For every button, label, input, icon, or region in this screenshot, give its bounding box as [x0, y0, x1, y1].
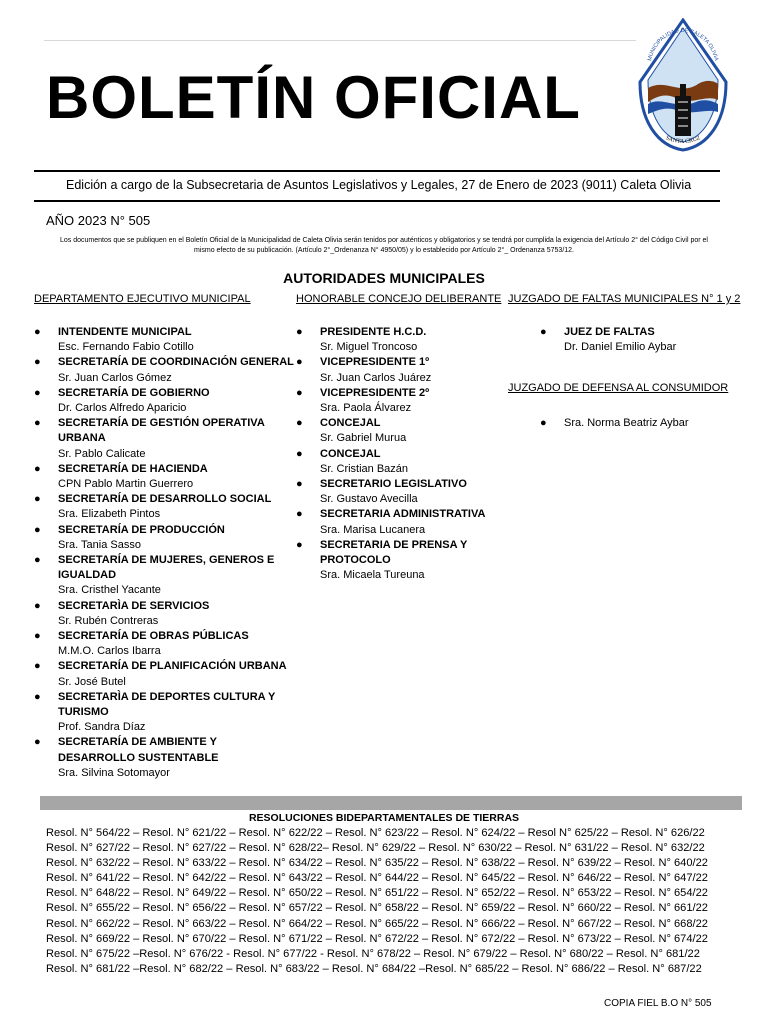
bullet-icon: ●: [34, 523, 41, 536]
authorities-title: AUTORIDADES MUNICIPALES: [283, 270, 485, 286]
role-label: SECRETARÍA DE COORDINACIÓN GENERAL: [58, 356, 294, 369]
seal-bottom-text: SANTA CRUZ: [664, 135, 702, 146]
bullet-icon: ●: [296, 538, 303, 551]
person-name: Sr. Pablo Calicate: [58, 447, 146, 460]
role-label: SECRETARIA DE PRENSA Y PROTOCOLO: [320, 538, 468, 567]
person-name: Sra. Tania Sasso: [58, 538, 141, 551]
bullet-icon: ●: [34, 493, 41, 506]
role-label: JUEZ DE FALTAS: [564, 326, 655, 338]
list-item: [296, 386, 506, 416]
person-name: Dr. Carlos Alfredo Aparicio: [58, 402, 187, 415]
bullet-icon: ●: [34, 690, 41, 703]
list-item: [34, 386, 294, 416]
resolution-line: Resol. N° 627/22 – Resol. N° 627/22 – Resol. N° 628/22– Resol. N° 629/22 – Resol. N° 630/22 – Resol. N° 631/22 – Resol. N° 632/22: [46, 842, 705, 855]
list-item: [34, 416, 294, 462]
resolution-line: Resol. N° 681/22 –Resol. N° 682/22 – Resol. N° 683/22 – Resol. N° 684/22 –Resol. N° 685/22 – Resol. N° 686/22 – Resol. N° 687/22: [46, 962, 702, 975]
list-item: [34, 355, 294, 385]
person-name: Sr. Gustavo Avecilla: [320, 493, 418, 506]
resolution-line: Resol. N° 675/22 –Resol. N° 676/22 - Resol. N° 677/22 - Resol. N° 678/22 – Resol. N° 679/22 – Resol. N° 680/22 – Resol. N° 681/22: [46, 947, 700, 960]
person-name: Sr. Juan Carlos Juárez: [320, 371, 432, 384]
role-label: SECRETARIA ADMINISTRATIVA: [320, 508, 486, 521]
role-label: SECRETARÌA DE SERVICIOS: [58, 599, 210, 612]
person-name: Sr. Rubén Contreras: [58, 614, 159, 627]
person-name: Sr. Gabriel Murua: [320, 432, 407, 445]
resolution-line: Resol. N° 564/22 – Resol. N° 621/22 – Resol. N° 622/22 – Resol. N° 623/22 – Resol. N° 624/22 – Resol N° 625/22 – Resol. N° 626/22: [46, 827, 705, 839]
person-name: Prof. Sandra Díaz: [58, 721, 146, 734]
role-label: INTENDENTE MUNICIPAL: [58, 326, 192, 338]
bullet-icon: ●: [296, 447, 303, 460]
resolution-line: Resol. N° 641/22 – Resol. N° 642/22 – Resol. N° 643/22 – Resol. N° 644/22 – Resol. N° 645/22 – Resol. N° 646/22 – Resol. N° 647/22: [46, 872, 708, 885]
resolution-line: Resol. N° 669/22 – Resol. N° 670/22 – Resol. N° 671/22 – Resol. N° 672/22 – Resol. N° 672/22 – Resol. N° 673/22 – Resol. N° 674/22: [46, 932, 708, 945]
bullet-icon: ●: [34, 326, 41, 338]
bullet-icon: ●: [296, 356, 303, 369]
person-name: Sra. Paola Álvarez: [320, 402, 412, 415]
person-name: Sr. José Butel: [58, 675, 126, 688]
person-name: Sra. Elizabeth Pintos: [58, 508, 161, 521]
list-item: [34, 599, 294, 629]
person-name: Sra. Micaela Tureuna: [320, 569, 425, 582]
role-label: SECRETARÍA DE DESARROLLO SOCIAL: [58, 493, 272, 506]
list-item: [296, 447, 506, 477]
list-item: [34, 492, 294, 522]
edition-line: Edición a cargo de la Subsecretaria de Asuntos Legislativos y Legales, 27 de Enero de 2023 (9011) Caleta Olivia: [66, 178, 692, 192]
consumer-list: [540, 416, 740, 431]
person-name: Sra. Marisa Lucanera: [320, 523, 426, 536]
bullet-icon: ●: [34, 599, 41, 612]
list-item: [34, 553, 294, 599]
footer-copy-note: COPIA FIEL B.O N° 505: [604, 998, 712, 1009]
resolution-line: Resol. N° 648/22 – Resol. N° 649/22 – Resol. N° 650/22 – Resol. N° 651/22 – Resol. N° 652/22 – Resol. N° 653/22 – Resol. N° 654/22: [46, 887, 708, 900]
executive-heading: DEPARTAMENTO EJECUTIVO MUNICIPAL: [34, 293, 251, 305]
bullet-icon: ●: [540, 417, 547, 429]
list-item: [34, 523, 294, 553]
role-label: SECRETARÍA DE PRODUCCIÓN: [58, 523, 225, 536]
list-item: [34, 735, 294, 781]
role-label: SECRETARÍA DE GOBIERNO: [58, 386, 210, 399]
bullet-icon: ●: [34, 356, 41, 369]
role-label: VICEPRESIDENTE 2º: [320, 386, 430, 399]
issue-number: AÑO 2023 N° 505: [46, 213, 151, 228]
legal-note: Los documentos que se publiquen en el Boletín Oficial de la Municipalidad de Caleta Olivia serán tenidos por auténticos y obligatorios y se tendrá por cumplida la exigencia del Artículo 2° del Código Civil por el mismo efecto de su publicación. (Artículo 2°_Ordenanza N° 4950/05) y lo establecido por Artículo 2°_ Ordenanza 5753/12.: [60, 237, 708, 254]
bullet-icon: ●: [34, 736, 41, 749]
council-heading: HONORABLE CONCEJO DELIBERANTE: [296, 293, 502, 305]
list-item: [34, 690, 294, 736]
bullet-icon: ●: [296, 326, 303, 338]
role-label: PRESIDENTE H.C.D.: [320, 326, 427, 338]
person-name: Sra. Silvina Sotomayor: [58, 766, 170, 779]
list-item: [540, 416, 740, 431]
bullet-icon: ●: [296, 508, 303, 521]
section-divider-bar: [40, 796, 742, 810]
bullet-icon: ●: [34, 660, 41, 673]
resolution-line: Resol. N° 655/22 – Resol. N° 656/22 – Resol. N° 657/22 – Resol. N° 658/22 – Resol. N° 659/22 – Resol. N° 660/22 – Resol. N° 661/22: [46, 902, 708, 915]
list-item: [34, 462, 294, 492]
person-name: Sr. Miguel Troncoso: [320, 341, 418, 354]
role-label: SECRETARÍA DE HACIENDA: [58, 462, 208, 475]
courts-heading: JUZGADO DE FALTAS MUNICIPALES N° 1 y 2: [508, 293, 741, 305]
bullet-icon: ●: [296, 417, 303, 430]
bullet-icon: ●: [34, 386, 41, 399]
person-name: Sra. Norma Beatriz Aybar: [564, 417, 689, 429]
resolutions-title: RESOLUCIONES BIDEPARTAMENTALES DE TIERRAS: [248, 812, 520, 824]
consumer-heading: JUZGADO DE DEFENSA AL CONSUMIDOR: [508, 382, 729, 394]
person-name: Sra. Cristhel Yacante: [58, 584, 161, 597]
list-item: [34, 629, 294, 659]
role-label: SECRETARÍA DE PLANIFICACIÓN URBANA: [58, 660, 287, 673]
list-item: [296, 477, 506, 507]
bullet-icon: ●: [34, 417, 41, 430]
executive-list: [34, 325, 294, 781]
role-label: SECRETARÍA DE AMBIENTE Y DESARROLLO SUSTENTABLE: [58, 736, 219, 764]
list-item: [296, 538, 506, 584]
role-label: SECRETARÍA DE MUJERES, GENEROS E IGUALDAD: [58, 554, 275, 582]
list-item: [540, 325, 740, 355]
resolutions-list: [46, 826, 746, 977]
person-name: M.M.O. Carlos Ibarra: [58, 645, 161, 658]
role-label: SECRETARÍA DE GESTIÓN OPERATIVA URBANA: [58, 417, 265, 445]
person-name: Dr. Daniel Emilio Aybar: [564, 341, 677, 354]
bullet-icon: ●: [34, 462, 41, 475]
bullet-icon: ●: [540, 326, 547, 338]
role-label: SECRETARIO LEGISLATIVO: [320, 478, 467, 491]
person-name: CPN Pablo Martin Guerrero: [58, 478, 194, 491]
role-label: CONCEJAL: [320, 417, 381, 430]
role-label: VICEPRESIDENTE 1º: [320, 356, 430, 369]
person-name: Sr. Cristian Bazán: [320, 462, 409, 475]
list-item: [34, 325, 294, 355]
municipal-seal-logo: [636, 18, 730, 152]
list-item: [296, 507, 506, 537]
bulletin-title: BOLETÍN OFICIAL: [46, 64, 581, 131]
person-name: Esc. Fernando Fabio Cotillo: [58, 341, 194, 354]
role-label: SECRETARÍA DE OBRAS PÚBLICAS: [58, 630, 249, 643]
role-label: SECRETARÌA DE DEPORTES CULTURA Y TURISMO: [58, 690, 276, 719]
role-label: CONCEJAL: [320, 447, 381, 460]
courts-list: [540, 325, 740, 355]
list-item: [296, 416, 506, 446]
resolution-line: Resol. N° 632/22 – Resol. N° 633/22 – Resol. N° 634/22 – Resol. N° 635/22 – Resol. N° 638/22 – Resol. N° 639/22 – Resol. N° 640/22: [46, 857, 708, 870]
seal-top-text: MUNICIPALIDAD DE CALETA OLIVIA: [646, 27, 719, 62]
bullet-icon: ●: [34, 554, 41, 567]
resolution-line: Resol. N° 662/22 – Resol. N° 663/22 – Resol. N° 664/22 – Resol. N° 665/22 – Resol. N° 666/22 – Resol. N° 667/22 – Resol. N° 668/22: [46, 917, 708, 930]
bullet-icon: ●: [296, 386, 303, 399]
top-divider: [44, 40, 636, 41]
header-rule-top: [34, 170, 720, 172]
bullet-icon: ●: [296, 478, 303, 491]
list-item: [34, 659, 294, 689]
council-list: [296, 325, 506, 583]
bullet-icon: ●: [34, 630, 41, 643]
list-item: [296, 325, 506, 355]
person-name: Sr. Juan Carlos Gómez: [58, 371, 172, 384]
header-rule-bottom: [34, 200, 720, 202]
list-item: [296, 355, 506, 385]
